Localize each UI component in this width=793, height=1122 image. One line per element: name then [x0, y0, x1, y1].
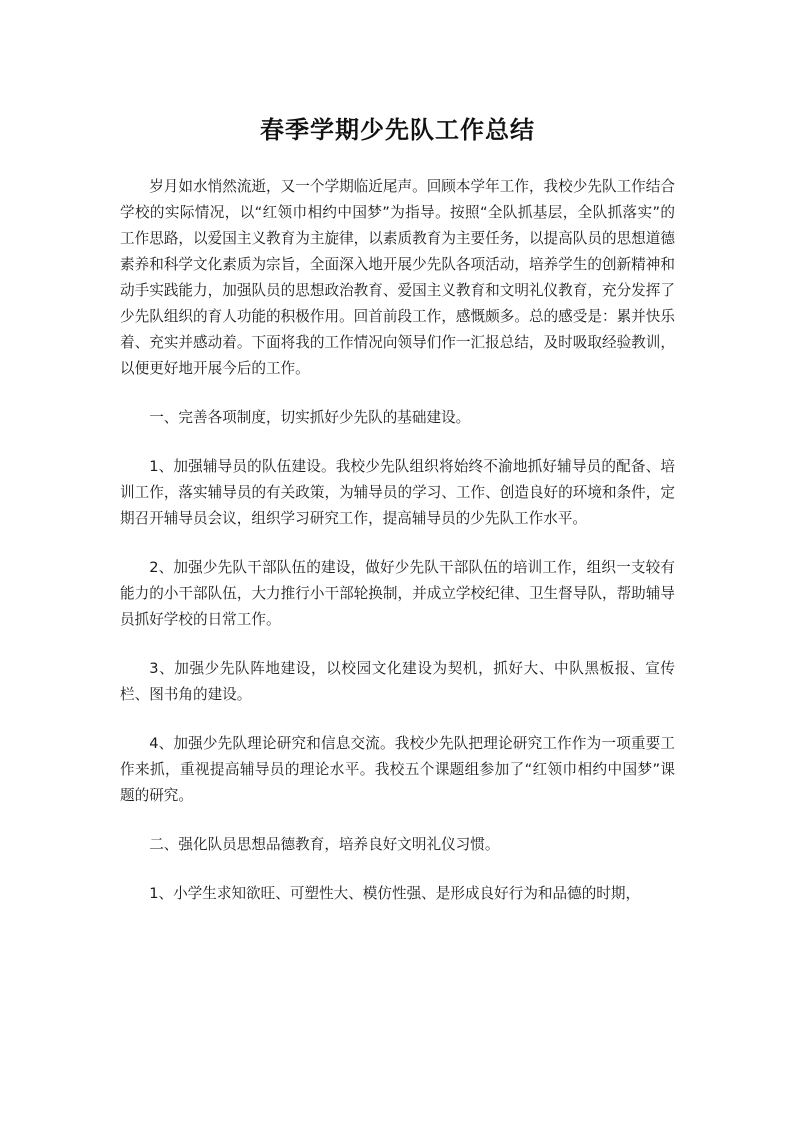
paragraph-1-4: 4、加强少先队理论研究和信息交流。我校少先队把理论研究工作作为一项重要工作来抓，重视提高辅导员的理论水平。我校五个课题组参加了“红领巾相约中国梦”课题的研究。: [120, 735, 675, 804]
paragraph-1-2: 2、加强少先队干部队伍的建设，做好少先队干部队伍的培训工作，组织一支较有能力的小干部队伍，大力推行小干部轮换制，并成立学校纪律、卫生督导队，帮助辅导员抓好学校的日常工作。: [120, 559, 675, 628]
paragraph-1-1: 1、加强辅导员的队伍建设。我校少先队组织将始终不渝地抓好辅导员的配备、培训工作，落实辅导员的有关政策，为辅导员的学习、工作、创造良好的环境和条件，定期召开辅导员会议，组织学习研究工作，提高辅导员的少先队工作水平。: [120, 458, 675, 527]
section-heading-1: 一、完善各项制度，切实抓好少先队的基础建设。: [149, 409, 471, 426]
paragraph-2-1: 1、小学生求知欲旺、可塑性大、模仿性强、是形成良好行为和品德的时期，: [149, 885, 641, 902]
section-heading-2: 二、强化队员思想品德教育，培养良好文明礼仪习惯。: [149, 836, 500, 853]
document-title: 春季学期少先队工作总结: [260, 116, 535, 144]
intro-paragraph: 岁月如水悄然流逝，又一个学期临近尾声。回顾本学年工作，我校少先队工作结合学校的实际情况，以“红领巾相约中国梦”为指导。按照“全队抓基层，全队抓落实”的工作思路，以爱国主义教育为主旋律，以素质教育为主要任务，以提高队员的思想道德素养和科学文化素质为宗旨，全面深入地开展少先队各项活动，培养学生的创新精神和动手实践能力，加强队员的思想政治教育、爱国主义教育和文明礼仪教育，充分发挥了少先队组织的育人功能的积极作用。回首前段工作，感慨颇多。总的感受是：累并快乐着、充实并感动着。下面将我的工作情况向领导们作一汇报总结，及时吸取经验教训，以便更好地开展今后的工作。: [120, 178, 675, 377]
paragraph-1-3: 3、加强少先队阵地建设，以校园文化建设为契机，抓好大、中队黑板报、宣传栏、图书角的建设。: [120, 660, 675, 703]
